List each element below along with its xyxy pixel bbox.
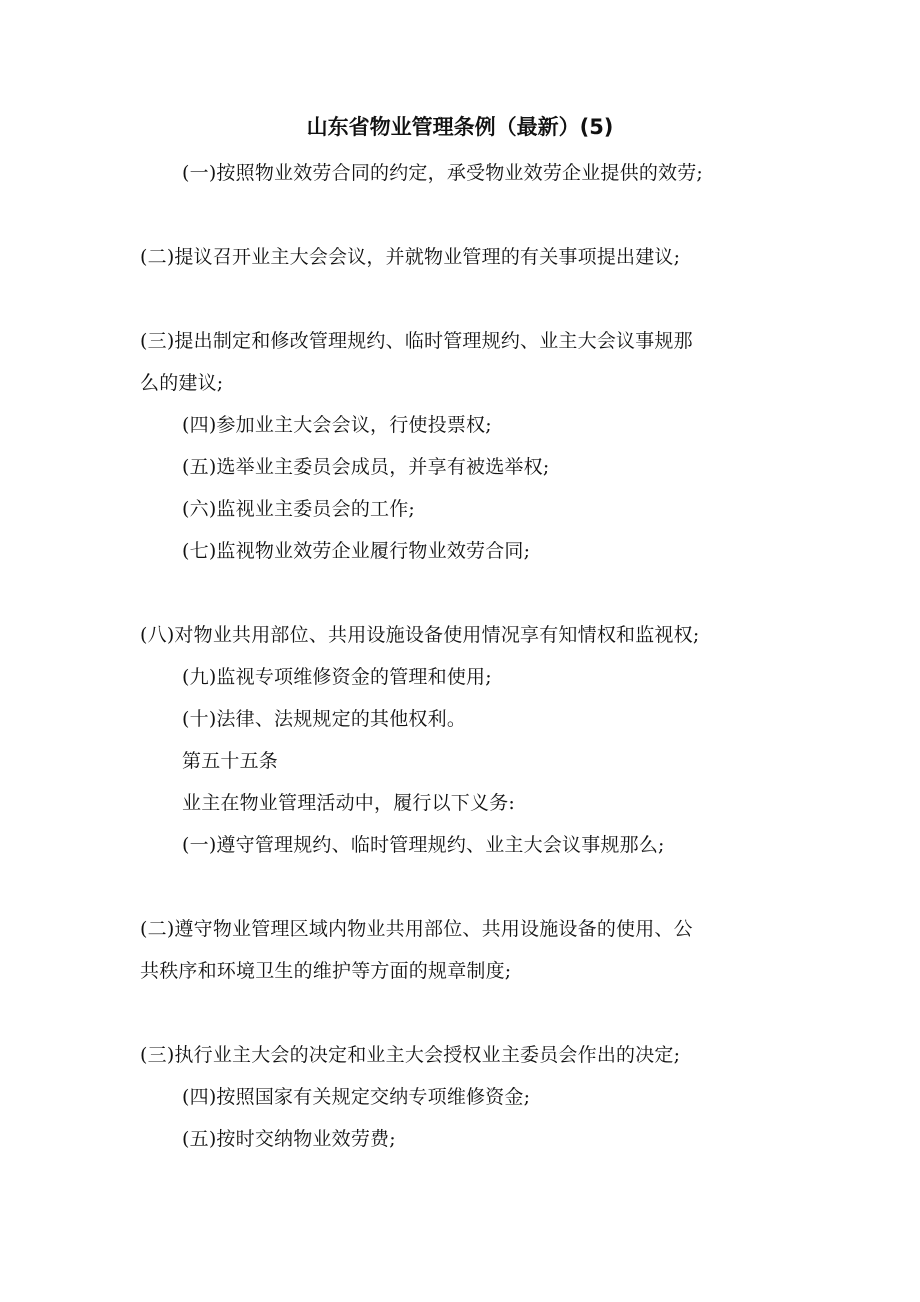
paragraph-duty-2-line-1: (二)遵守物业管理区域内物业共用部位、共用设施设备的使用、公 — [140, 918, 693, 940]
paragraph-right-3-line-1: (三)提出制定和修改管理规约、临时管理规约、业主大会议事规那 — [140, 330, 693, 352]
paragraph-right-5: (五)选举业主委员会成员，并享有被选举权; — [182, 456, 550, 478]
paragraph-duty-3: (三)执行业主大会的决定和业主大会授权业主委员会作出的决定; — [140, 1044, 681, 1066]
paragraph-right-2: (二)提议召开业主大会会议，并就物业管理的有关事项提出建议; — [140, 246, 681, 268]
paragraph-right-8: (八)对物业共用部位、共用设施设备使用情况享有知情权和监视权; — [140, 624, 700, 646]
paragraph-right-7: (七)监视物业效劳企业履行物业效劳合同; — [182, 540, 531, 562]
paragraph-duty-4: (四)按照国家有关规定交纳专项维修资金; — [182, 1086, 531, 1108]
paragraph-right-3-line-2: 么的建议; — [140, 372, 224, 394]
paragraph-duty-2-line-2: 共秩序和环境卫生的维护等方面的规章制度; — [140, 960, 512, 982]
paragraph-right-10: (十)法律、法规规定的其他权利。 — [182, 708, 467, 730]
obligations-intro: 业主在物业管理活动中，履行以下义务: — [182, 792, 516, 814]
paragraph-duty-5: (五)按时交纳物业效劳费; — [182, 1128, 396, 1150]
article-heading: 第五十五条 — [182, 750, 279, 772]
paragraph-duty-1: (一)遵守管理规约、临时管理规约、业主大会议事规那么; — [182, 834, 665, 856]
paragraph-right-9: (九)监视专项维修资金的管理和使用; — [182, 666, 492, 688]
paragraph-right-6: (六)监视业主委员会的工作; — [182, 498, 416, 520]
paragraph-right-1: (一)按照物业效劳合同的约定，承受物业效劳企业提供的效劳; — [182, 162, 704, 184]
paragraph-right-4: (四)参加业主大会会议，行使投票权; — [182, 414, 492, 436]
document-title: 山东省物业管理条例（最新）(5) — [306, 115, 614, 139]
